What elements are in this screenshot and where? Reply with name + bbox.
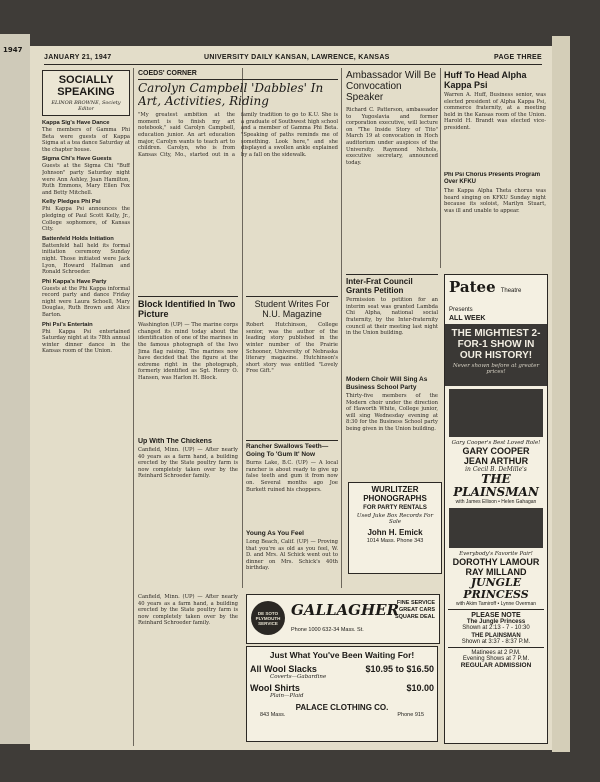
clothing-item2: Wool Shirts — [250, 683, 300, 693]
patee-matinee: Matinees at 2 P.M. — [471, 650, 521, 657]
interfrat-headline: Inter-Frat Council Grants Petition — [346, 277, 413, 296]
block-headline: Block Identified In Two Picture — [138, 299, 236, 320]
chorus-body: The Kappa Alpha Theta chorus was heard singing on KFKU Sunday night because its soloist, Marilyn Stuart, was ill and unable to appear. — [444, 188, 546, 214]
coeds-corner — [138, 70, 338, 290]
gallagher-line2: GREAT CARS — [399, 607, 435, 613]
social-item-text: Phi Kappa Psi announces the pledging of Paul Scott Kelly, Jr., College sophomore, of Kansas City. — [42, 206, 130, 233]
patee-star2: JEAN ARTHUR — [463, 456, 529, 466]
patee-tagline: THE MIGHTIEST 2-FOR-1 SHOW IN OUR HISTORY! — [451, 328, 541, 361]
patee-star4: RAY MILLAND — [465, 567, 527, 577]
social-item-head: Battenfeld Holds Initiation — [42, 235, 114, 242]
rule — [246, 440, 338, 441]
patee-evening: Evening Shows at 7 P.M. — [462, 656, 530, 663]
social-item-text: Guests at the Sigma Chi "Buff Johnson" party Saturday night were Ann Ashley, Joan Hamilton, Ruth Emmons, Mary Ellen Fox and Betty Mitchell. — [42, 163, 130, 196]
palace-clothing-ad — [246, 646, 438, 742]
patee-note: PLEASE NOTE — [471, 612, 521, 620]
social-item-text: The members of Gamma Phi Beta were guests of Kappa Sigma at a tea dance Saturday at the chapter house. — [42, 127, 130, 153]
gallagher-ad — [246, 594, 440, 644]
clothing-item1: All Wool Slacks — [250, 664, 317, 674]
society-column — [42, 70, 130, 746]
column-rule — [133, 68, 134, 746]
coeds-body: "My greatest ambition at the moment is to finish my art notebook," said Carolyn Campbell, education junior. An art education major, Carolyn wants to teach art to children. Carolyn, who is from Kansas City, Mo., started out in a family tradition to go to K.U. She is a graduate of Southwest high school and a member of Gamma Phi Beta. "Speaking of paths reminds me of something. Look here," and she displayed a swollen ankle explained by a fall on the sidewalk. — [138, 112, 338, 158]
desoto-badge: DE SOTO PLYMOUTH SERVICE — [251, 601, 285, 635]
previous-page-year: 1947 — [3, 46, 23, 54]
social-item-head: Kappa Sig's Have Dance — [42, 120, 110, 126]
patee-film1-cast: with James Ellison • Helen Gahagan — [455, 499, 537, 505]
clothing-address: 843 Mass. — [260, 712, 286, 718]
patee-show2: THE PLAINSMAN — [471, 633, 521, 640]
wurlitzer-name: John H. Emick — [367, 528, 423, 537]
page-number: PAGE THREE — [494, 54, 542, 61]
chickens-story — [138, 438, 238, 588]
chickens-headline: Up With The Chickens — [138, 438, 212, 445]
social-item-head: Kelly Pledges Phi Psi — [42, 199, 101, 206]
gallagher-address: Phone 1000 632-34 Mass. St. — [291, 627, 364, 633]
patee-week: ALL WEEK — [449, 315, 486, 322]
patee-film2-tag: Everybody's Favorite Pair! — [459, 551, 533, 557]
ambassador-headline: Ambassador Will Be Convocation Speaker — [346, 70, 437, 103]
rancher-story — [246, 438, 338, 528]
ambassador-story — [346, 70, 438, 268]
interfrat-story — [346, 272, 438, 372]
film-still-photo — [449, 508, 543, 548]
gallagher-line3: SQUARE DEAL — [394, 614, 435, 620]
student-story — [246, 294, 338, 434]
block-body: Washington (UP) — The marine corps changed its mind today about the identification of one of the marines in the famous photograph of the Iwo Jima flag raising. The marines now have decided that the figure at the extreme right in the photograph, formerly identified as Sgt. Henry O. Hansen, was Harlon H. Block. — [138, 322, 238, 381]
society-masthead — [42, 70, 130, 116]
young-headline: Young As You Feel — [246, 530, 304, 537]
coeds-headline: Carolyn Campbell 'Dabbles' In Art, Activities, Riding — [138, 81, 324, 109]
society-kicker: SOCIALLY SPEAKING — [57, 74, 115, 98]
alpha-headline: Huff To Head Alpha Kappa Psi — [444, 70, 527, 90]
clothing-item1-sub: Coverts—Gabardine — [270, 674, 327, 680]
rule — [448, 647, 544, 648]
choir-headline: Modern Choir Will Sing As Business School Party — [346, 376, 428, 391]
chorus-story — [444, 172, 546, 270]
social-item-text: Battenfeld hall held its formal initiation ceremony Sunday night. Those initiated were Jack Lyon, Howard Hallman and Ronald Schroeder. — [42, 242, 130, 276]
choir-body: Thirty-five members of the Modern choir under the direction of Haworth White, College junior, will sing Wednesday evening at 8:30 for the Business School party being given in the Union building. — [346, 393, 438, 432]
alpha-body: Warren A. Huff, Business senior, was elected president of Alpha Kappa Psi, commerce fraternity, at a meeting held in the Kansas room of the Union. Harold H. Brandt was elected vice-president. — [444, 92, 546, 131]
alpha-story — [444, 70, 546, 170]
interfrat-body: Permission to petition for an interim seat was granted Lambda Chi Alpha, national social fraternity, by the Inter-fraternity council at their meeting last night in the Union building. — [346, 297, 438, 337]
rule — [246, 296, 338, 297]
page-header — [44, 50, 542, 65]
young-body: Long Beach, Calif. (UP) — Proving that you're as old as you feel, W. D. and Mrs. Al Schick went out to dinner on Mrs. Schick's 40th birthday. — [246, 539, 338, 572]
clothing-price1: $10.95 to $16.50 — [365, 664, 434, 674]
patee-show1-times: Shown at 2:13 - 7 - 10:30 — [462, 625, 530, 632]
social-item-text: Phi Kappa Psi entertained Saturday night at its 78th annual winter dinner dance in the Kansas room of the Union. — [42, 328, 130, 355]
chorus-headline: Phi Psi Chorus Presents Program Over KFKU — [444, 172, 541, 185]
patee-in: in — [465, 466, 471, 473]
clothing-store-name: PALACE CLOTHING CO. — [295, 703, 389, 712]
clothing-price2: $10.00 — [406, 683, 434, 693]
gallagher-name: GALLAGHER — [291, 601, 400, 619]
next-page-edge — [552, 36, 570, 752]
social-item-text: Guests at the Phi Kappa informal record party and dance Friday night were Laura Schoell, Mary Douglas, Ruth Brown and Alice Barton. — [42, 285, 130, 319]
social-item-head: Phi Psi's Entertain — [42, 321, 93, 328]
wurlitzer-ad — [348, 482, 442, 574]
gallagher-line1: FINE SERVICE — [396, 600, 435, 606]
clothing-headline: Just What You've Been Waiting For! — [269, 650, 415, 660]
patee-film1: THE PLAINSMAN — [453, 472, 539, 499]
society-editor: ELINOR BROWNE, Society Editor — [51, 100, 121, 112]
rule — [346, 274, 438, 275]
patee-film2-cast: with Akim Tamiroff • Lynne Overman — [455, 601, 537, 607]
student-body: Robert Hutchinson, College senior, was the author of the leading story published in the winter number of the Prairie Schooner, University of Nebraska literary magazine. Hutchinson's short story was entitled "Lovely Free Gift." — [246, 322, 338, 375]
patee-star3: DOROTHY LAMOUR — [452, 557, 540, 567]
patee-show2-times: Shown at 3:37 - 8:37 P.M. — [461, 639, 531, 646]
patee-star1: GARY COOPER — [462, 446, 530, 456]
patee-theatre-ad — [444, 274, 548, 744]
previous-page-edge — [0, 34, 30, 744]
wurlitzer-phone: Phone 343 — [396, 538, 424, 544]
film-still-photo — [449, 389, 543, 437]
young-story — [246, 530, 338, 590]
paper-name: UNIVERSITY DAILY KANSAN, LAWRENCE, KANSAS — [204, 54, 390, 61]
coeds-kicker: COEDS' CORNER — [138, 70, 197, 77]
student-headline: Student Writes For N.U. Magazine — [254, 299, 330, 320]
clothing-phone: Phone 915 — [397, 712, 424, 718]
social-item-head: Sigma Chi's Have Guests — [42, 156, 112, 163]
wurlitzer-title: WURLITZER PHONOGRAPHS — [363, 485, 427, 503]
wurlitzer-address: 1014 Mass. — [366, 538, 396, 544]
chickens-body: Canfield, Minn. (UP) — After nearly 40 years as a farm hand, a building erected by the State poultry farm is now completely taken over by the Reinhard Schroeder family. — [138, 447, 238, 480]
social-item-head: Phi Kappa's Have Party — [42, 278, 107, 285]
patee-show1: The Jungle Princess — [466, 619, 526, 626]
choir-story — [346, 376, 438, 476]
patee-director: Cecil B. DeMille's — [472, 466, 527, 473]
patee-banner — [445, 324, 547, 386]
patee-theatre: Theatre Presents — [449, 288, 522, 313]
column-rule — [440, 68, 441, 268]
rancher-body: Burns Lake, B.C. (UP) — A local rancher is about ready to give up false teeth and gum it from now on. Several months ago Joe Burkett ruined his choppers. — [246, 460, 338, 493]
block-story — [138, 294, 238, 434]
ambassador-body: Richard C. Patterson, ambassador to Yugoslavia and former corporation executive, will lecture on "The Inside Story of Tito" March 19 at convocation in Hoch auditorium under auspices of the University. Raymond Nichols, executive secretary, announced today. — [346, 107, 438, 166]
patee-cooper: Gary Cooper's Best Loved Role! — [451, 440, 541, 446]
rule — [448, 609, 544, 610]
clothing-item2-sub: Plain—Plaid — [270, 693, 304, 699]
continued-body: Canfield, Minn. (UP) — After nearly 40 years as a farm hand, a building erected by the State poultry farm is now completely taken over by the Reinhard Schroeder family. — [138, 594, 238, 627]
rancher-headline: Rancher Swallows Teeth—Going To 'Gum It' Now — [246, 443, 329, 458]
continued-story — [138, 594, 238, 744]
patee-admission: REGULAR ADMISSION — [460, 662, 532, 670]
patee-name: Patee — [449, 278, 496, 296]
rule — [138, 296, 238, 297]
patee-film2: JUNGLE PRINCESS — [463, 576, 529, 601]
newspaper-page — [30, 46, 552, 750]
patee-tagline2: Never shown before at greater prices! — [452, 363, 540, 375]
issue-date: JANUARY 21, 1947 — [44, 54, 112, 61]
column-rule — [341, 68, 342, 588]
wurlitzer-sub2: Used Juke Box Records For Sale — [356, 513, 434, 525]
wurlitzer-sub: FOR PARTY RENTALS — [363, 505, 427, 511]
rule — [138, 79, 338, 80]
